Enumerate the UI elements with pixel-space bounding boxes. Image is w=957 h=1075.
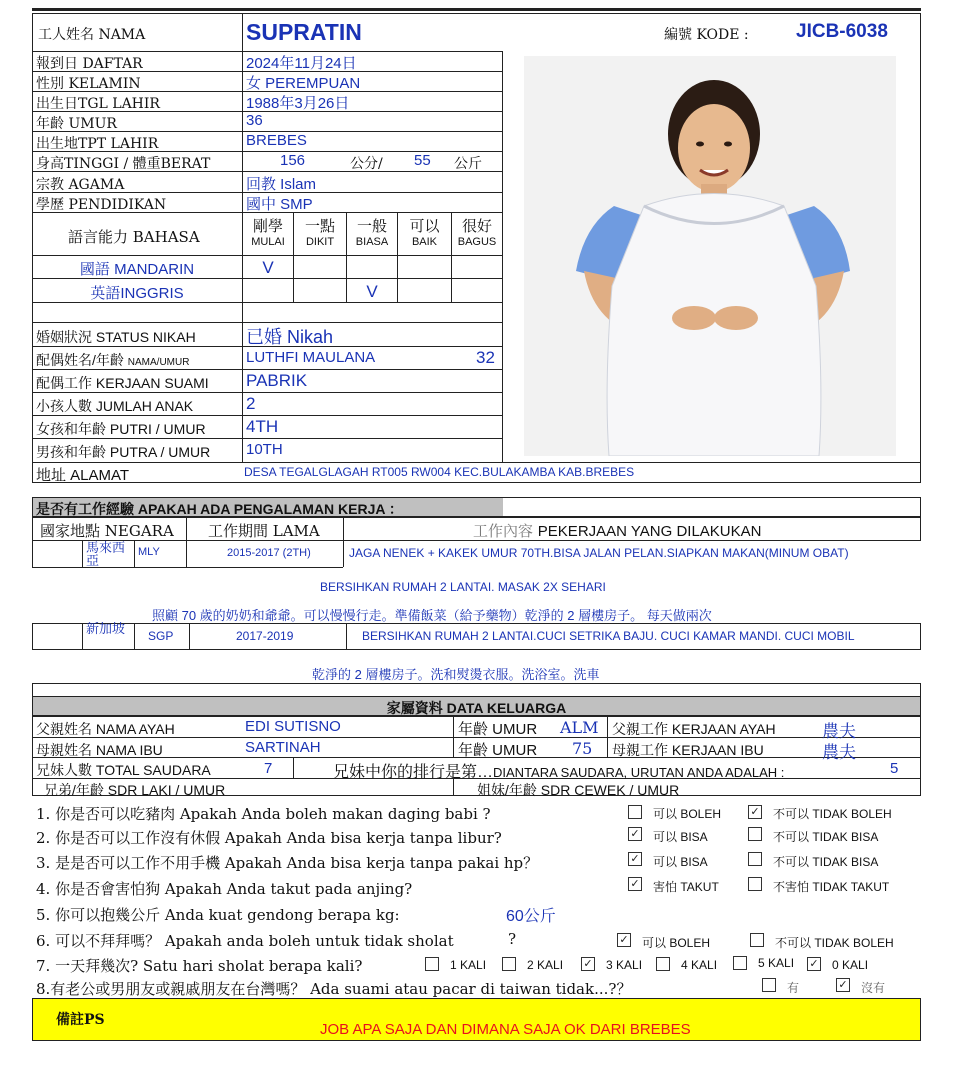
work2-duty-zh: 乾淨的 2 層樓房子。洗和熨燙衣服。洗浴室。洗車: [312, 667, 600, 682]
q3-opt2-label: 不可以 TIDAK BISA: [773, 855, 879, 869]
q7-opt1-checkbox[interactable]: [425, 957, 439, 971]
col-period: 工作期間 LAMA: [208, 522, 320, 540]
father-job: 農夫: [822, 722, 856, 741]
spouse-name: LUTHFI MAULANA: [246, 349, 376, 366]
language-label: 語言能力 BAHASA: [68, 228, 200, 246]
question-5: 5. 你可以抱幾公斤 Anda kuat gendong berapa kg:: [36, 906, 400, 924]
sister-label: 姐妹/年齡 SDR CEWEK / UMUR: [477, 782, 680, 798]
worker-name: SUPRATIN: [246, 19, 362, 45]
height-weight-label: 身高TINGGI / 體重BERAT: [36, 156, 211, 172]
religion-label: 宗教 AGAMA: [36, 177, 125, 193]
q3-opt1-label: 可以 BISA: [653, 855, 708, 869]
work2-country-zh: 新加坡: [86, 622, 126, 636]
question-6: 6. 可以不拜拜嗎？ Apakah anda boleh untuk tidak sholat: [36, 932, 454, 950]
remarks-text: JOB APA SAJA DAN DIMANA SAJA OK DARI BREBES: [320, 1021, 691, 1038]
daughter-age: 4TH: [246, 417, 279, 436]
mandarin-label: 國語 MANDARIN: [79, 261, 195, 278]
work-title: 是否有工作經驗 APAKAH ADA PENGALAMAN KERJA ：: [36, 501, 403, 517]
question-2: 2. 你是否可以工作沒有休假 Apakah Anda bisa kerja tanpa libur?: [36, 829, 502, 847]
height-unit: 公分/: [350, 156, 383, 172]
q7-opt3-label: 3 KALI: [606, 958, 643, 972]
remarks-label: 備註PS: [56, 1012, 105, 1028]
son-label: 男孩和年齡 PUTRA / UMUR: [36, 444, 211, 460]
q2-opt1-label: 可以 BISA: [653, 830, 708, 844]
spouse-job-label: 配偶工作 KERJAAN SUAMI: [36, 375, 209, 391]
q2-opt2-label: 不可以 TIDAK BISA: [773, 830, 879, 844]
q7-opt2-checkbox[interactable]: [502, 957, 516, 971]
code-label: 編號 KODE :: [664, 27, 749, 43]
mother-label: 母親姓名 NAMA IBU: [36, 742, 163, 758]
work1-duty: JAGA NENEK + KAKEK UMUR 70TH.BISA JALAN PELAN.SIAPKAN MAKAN(MINUM OBAT): [349, 546, 849, 560]
q6-opt1-label: 可以 BOLEH: [642, 936, 711, 950]
age: 36: [246, 112, 263, 129]
q5-answer: 60公斤: [506, 908, 556, 925]
birthplace: BREBES: [246, 132, 307, 149]
family-title: 家屬資料 DATA KELUARGA: [386, 700, 567, 716]
mother-age-label: 年齡 UMUR: [458, 742, 538, 759]
mother-job-label: 母親工作 KERJAAN IBU: [612, 742, 764, 758]
level-bagus: 很好 BAGUS: [457, 217, 497, 248]
work1-duty-2: BERSIHKAN RUMAH 2 LANTAI. MASAK 2X SEHARI: [320, 580, 606, 594]
q1-opt1-checkbox[interactable]: [628, 805, 642, 819]
rank-label: 兄妹中你的排行是第…DIANTARA SAUDARA, URUTAN ANDA ADALAH :: [333, 764, 785, 781]
register-date: 2024年11月24日: [246, 55, 357, 72]
weight-unit: 公斤: [454, 156, 482, 172]
q6-opt2-label: 不可以 TIDAK BOLEH: [775, 936, 894, 950]
q7-opt2-label: 2 KALI: [527, 958, 564, 972]
work1-country-zh: 馬來西亞: [86, 541, 126, 566]
spouse-age: 32: [476, 348, 495, 367]
q7-opt6-checkbox[interactable]: ✓: [807, 957, 821, 971]
q7-opt5-label: 5 KALI: [758, 956, 795, 970]
q7-opt5-checkbox[interactable]: [733, 956, 747, 970]
education: 國中 SMP: [246, 196, 313, 213]
q7-opt4-label: 4 KALI: [681, 958, 718, 972]
q6-opt1-checkbox[interactable]: ✓: [617, 933, 631, 947]
age-label: 年齡 UMUR: [36, 116, 117, 132]
siblings-label: 兄妹人數 TOTAL SAUDARA: [36, 762, 211, 778]
father-name: EDI SUTISNO: [245, 718, 341, 735]
work2-country: SGP: [148, 629, 174, 643]
address: DESA TEGALGLAGAH RT005 RW004 KEC.BULAKAMBA KAB.BREBES: [244, 465, 635, 479]
q7-opt4-checkbox[interactable]: [656, 957, 670, 971]
father-label: 父親姓名 NAMA AYAH: [36, 721, 175, 737]
son-age: 10TH: [246, 441, 283, 458]
children-label: 小孩人數 JUMLAH ANAK: [36, 398, 194, 414]
col-country: 國家地點 NEGARA: [40, 522, 174, 540]
education-label: 學歷 PENDIDIKAN: [36, 197, 167, 213]
spouse-label: 配偶姓名/年齡 NAMA/UMUR: [36, 352, 190, 368]
q4-opt2-checkbox[interactable]: [748, 877, 762, 891]
col-duty: 工作內容 PEKERJAAN YANG DILAKUKAN: [473, 522, 762, 540]
father-age: ALM: [560, 718, 599, 737]
father-job-label: 父親工作 KERJAAN AYAH: [612, 721, 776, 737]
siblings-count: 7: [264, 760, 273, 777]
q2-opt2-checkbox[interactable]: [748, 827, 762, 841]
q2-opt1-checkbox[interactable]: ✓: [628, 827, 642, 841]
level-baik: 可以 BAIK: [409, 217, 440, 248]
q3-opt2-checkbox[interactable]: [748, 852, 762, 866]
q4-opt2-label: 不害怕 TIDAK TAKUT: [773, 880, 890, 894]
question-7: 7. 一天拜幾次? Satu hari sholat berapa kali?: [36, 957, 363, 975]
q8-opt1-label: 有: [787, 981, 800, 995]
marital-status: 已婚 Nikah: [246, 327, 334, 347]
question-1: 1. 你是否可以吃豬肉 Apakah Anda boleh makan daging babi ?: [36, 805, 491, 823]
question-3: 3. 是是否可以工作不用手機 Apakah Anda bisa kerja tanpa pakai hp？: [36, 854, 539, 872]
address-label: 地址 ALAMAT: [36, 467, 130, 484]
worker-photo: [524, 56, 896, 456]
daughter-label: 女孩和年齡 PUTRI / UMUR: [36, 421, 206, 437]
rank-value: 5: [890, 760, 899, 777]
work1-duty-zh: 照顧 70 歲的奶奶和爺爺。可以慢慢行走。準備飯菜（給予藥物）乾淨的 2 層樓房子。 每天做兩次: [152, 608, 712, 623]
q1-opt1-label: 可以 BOLEH: [653, 807, 722, 821]
q3-opt1-checkbox[interactable]: ✓: [628, 852, 642, 866]
religion: 回教 Islam: [246, 176, 317, 193]
english-mark: V: [366, 282, 378, 301]
register-date-label: 報到日 DAFTAR: [36, 56, 143, 72]
name-label: 工人姓名 NAMA: [38, 27, 146, 43]
work2-period: 2017-2019: [236, 629, 294, 643]
q8-opt2-checkbox[interactable]: ✓: [836, 978, 850, 992]
level-dikit: 一點 DIKIT: [304, 217, 335, 248]
q7-opt1-label: 1 KALI: [450, 958, 487, 972]
q4-opt1-label: 害怕 TAKUT: [653, 880, 719, 894]
mother-age: 75: [572, 739, 593, 758]
q1-opt2-label: 不可以 TIDAK BOLEH: [773, 807, 892, 821]
q7-opt3-checkbox[interactable]: ✓: [581, 957, 595, 971]
question-8: 8.有老公或男朋友或親戚朋友在台灣嗎？ Ada suami atau pacar di taiwan tidak...?？: [36, 980, 632, 998]
children-count: 2: [246, 394, 256, 413]
spouse-job: PABRIK: [246, 371, 308, 390]
q7-opt6-label: 0 KALI: [832, 958, 869, 972]
worker-code: JICB-6038: [796, 21, 888, 42]
level-mulai: 剛學 MULAI: [251, 217, 285, 248]
q8-opt1-checkbox[interactable]: [762, 978, 776, 992]
father-age-label: 年齡 UMUR: [458, 721, 538, 738]
mother-name: SARTINAH: [245, 739, 321, 756]
q4-opt1-checkbox[interactable]: ✓: [628, 877, 642, 891]
gender: 女 PEREMPUAN: [246, 75, 361, 92]
q6-opt2-checkbox[interactable]: [750, 933, 764, 947]
english-label: 英語INGGRIS: [90, 285, 184, 302]
level-biasa: 一般 BIASA: [355, 217, 389, 248]
birthdate-label: 出生日TGL LAHIR: [36, 96, 160, 112]
weight-value: 55: [414, 152, 431, 169]
height-value: 156: [280, 152, 306, 169]
brother-label: 兄弟/年齡 SDR LAKI / UMUR: [44, 782, 226, 798]
q8-opt2-label: 沒有: [861, 981, 886, 995]
top-rule: [32, 8, 921, 11]
work1-country: MLY: [138, 546, 160, 558]
q1-opt2-checkbox[interactable]: ✓: [748, 805, 762, 819]
mother-job: 農夫: [822, 743, 856, 762]
work2-duty: BERSIHKAN RUMAH 2 LANTAI.CUCI SETRIKA BAJU. CUCI KAMAR MANDI. CUCI MOBIL: [362, 629, 855, 643]
birthdate: 1988年3月26日: [246, 95, 350, 112]
marital-label: 婚姻狀況 STATUS NIKAH: [36, 329, 196, 345]
mandarin-mark: V: [262, 258, 274, 277]
q6-mark: ?: [508, 930, 517, 948]
work1-period: 2015-2017 (2TH): [227, 547, 311, 559]
question-4: 4. 你是否會害怕狗 Apakah Anda takut pada anjing?: [36, 880, 413, 898]
gender-label: 性別 KELAMIN: [36, 76, 141, 92]
birthplace-label: 出生地TPT LAHIR: [36, 136, 159, 152]
